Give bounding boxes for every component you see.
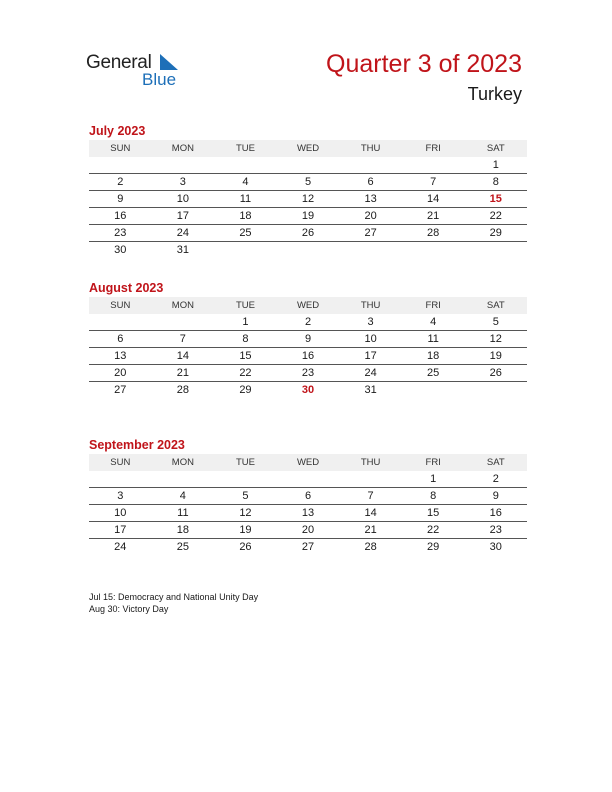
weekday-label: WED [296, 457, 320, 468]
day-cell: 17 [364, 350, 377, 362]
day-cell: 5 [304, 176, 312, 188]
day-cell: 14 [364, 507, 377, 519]
week-row [89, 522, 527, 539]
week-row [89, 505, 527, 522]
day-cell: 18 [427, 350, 440, 362]
weekday-label: SUN [110, 143, 131, 154]
day-cell: 18 [176, 524, 189, 536]
day-cell: 4 [430, 316, 437, 328]
day-cell: 12 [239, 507, 252, 519]
empty-day-cell [89, 157, 152, 173]
day-cell: 20 [114, 367, 127, 379]
day-cell: 12 [301, 193, 315, 205]
weekday-label: TUE [235, 457, 255, 468]
day-cell: 22 [239, 367, 252, 379]
day-cell: 4 [242, 176, 249, 188]
week-row [89, 191, 527, 208]
month-september [89, 437, 527, 556]
day-cell: 27 [301, 541, 315, 553]
day-cell: 30 [114, 244, 127, 256]
day-cell: 2 [304, 316, 312, 328]
day-cell: 10 [364, 333, 377, 345]
day-cell: 2 [492, 473, 499, 485]
day-cell: 29 [427, 541, 440, 553]
weekday-label: SAT [486, 143, 505, 154]
day-cell: 21 [176, 367, 189, 379]
empty-day-cell [339, 157, 402, 173]
brand-logo [86, 52, 186, 92]
day-cell: 22 [427, 524, 440, 536]
day-cell: 3 [117, 490, 124, 502]
day-cell: 6 [367, 176, 374, 188]
day-cell: 16 [114, 210, 127, 222]
day-cell: 6 [117, 333, 124, 345]
day-cell: 1 [430, 473, 437, 485]
day-cell: 23 [114, 227, 127, 239]
empty-day-cell [89, 314, 152, 330]
day-cell: 7 [367, 490, 374, 502]
week-row [89, 348, 527, 365]
weekday-label: THU [360, 143, 381, 154]
weekday-label: SUN [110, 300, 131, 311]
day-cell: 18 [239, 210, 252, 222]
day-cell: 19 [239, 524, 252, 536]
day-cell: 25 [176, 541, 189, 553]
day-cell: 26 [239, 541, 252, 553]
day-cell: 19 [489, 350, 502, 362]
weekday-label: MON [171, 300, 194, 311]
empty-day-cell [277, 157, 340, 173]
day-cell: 21 [427, 210, 440, 222]
day-cell: 24 [176, 227, 189, 239]
empty-day-cell [464, 242, 527, 259]
day-cell: 8 [242, 333, 249, 345]
day-cell: 4 [179, 490, 186, 502]
holiday-note: Aug 30: Victory Day [89, 604, 169, 614]
week-row [89, 225, 527, 242]
day-cell: 5 [492, 316, 499, 328]
weekday-label: MON [171, 143, 194, 154]
weeks [89, 157, 527, 259]
day-cell: 1 [242, 316, 249, 328]
weekday-label: SAT [486, 457, 505, 468]
week-row [89, 331, 527, 348]
weekday-label: SAT [486, 300, 505, 311]
day-cell: 23 [489, 524, 502, 536]
day-cell: 6 [304, 490, 312, 502]
day-cell: 22 [489, 210, 502, 222]
week-row [89, 539, 527, 556]
day-cell: 15 [239, 350, 252, 362]
holiday-note: Jul 15: Democracy and National Unity Day [89, 592, 259, 602]
weekday-header [89, 297, 527, 314]
logo-blue-text: Blue [142, 70, 177, 89]
empty-day-cell [214, 157, 277, 173]
quarter-title: Quarter 3 of 2023 [326, 50, 522, 78]
day-cell: 13 [114, 350, 127, 362]
month-august [89, 280, 527, 399]
empty-day-cell [214, 471, 277, 487]
day-cell: 26 [301, 227, 315, 239]
weekday-label: FRI [425, 457, 441, 468]
month-july [89, 123, 527, 259]
day-cell: 17 [114, 524, 127, 536]
month-title: September 2023 [89, 438, 185, 452]
day-cell: 7 [179, 333, 186, 345]
empty-day-cell [214, 242, 277, 259]
weekday-label: THU [360, 457, 381, 468]
day-cell: 28 [176, 384, 189, 396]
week-row [89, 174, 527, 191]
weekday-header [89, 454, 527, 471]
day-cell: 16 [489, 507, 502, 519]
day-cell: 31 [364, 384, 377, 396]
day-cell: 17 [176, 210, 189, 222]
day-cell: 12 [489, 333, 502, 345]
day-cell: 24 [114, 541, 127, 553]
day-cell: 7 [430, 176, 437, 188]
empty-day-cell [89, 471, 152, 487]
month-title: July 2023 [89, 124, 146, 138]
empty-day-cell [402, 242, 465, 259]
week-row [89, 365, 527, 382]
day-cell: 15 [427, 507, 440, 519]
day-cell: 11 [427, 333, 439, 345]
day-cell: 14 [176, 350, 189, 362]
day-cell: 11 [177, 507, 189, 519]
empty-day-cell [152, 157, 215, 173]
day-cell: 28 [364, 541, 377, 553]
day-cell: 23 [301, 367, 315, 379]
day-cell: 21 [364, 524, 377, 536]
day-cell: 1 [492, 159, 499, 171]
week-row [89, 314, 527, 331]
day-cell: 28 [427, 227, 440, 239]
day-cell: 24 [364, 367, 377, 379]
empty-day-cell [277, 242, 340, 259]
empty-day-cell [277, 471, 340, 487]
weekday-label: TUE [235, 143, 255, 154]
country-name: Turkey [467, 84, 522, 104]
day-cell: 29 [489, 227, 502, 239]
empty-day-cell [152, 314, 215, 330]
day-cell: 3 [367, 316, 374, 328]
weekday-label: TUE [235, 300, 255, 311]
weekday-label: THU [360, 300, 381, 311]
day-cell: 9 [304, 333, 312, 345]
holiday-day-cell: 30 [301, 384, 315, 396]
logo-general-text: General [86, 52, 152, 73]
day-cell: 11 [239, 193, 252, 205]
day-cell: 13 [301, 507, 315, 519]
week-row [89, 382, 527, 399]
day-cell: 3 [179, 176, 186, 188]
empty-day-cell [339, 242, 402, 259]
weekday-label: FRI [425, 300, 441, 311]
day-cell: 30 [489, 541, 502, 553]
weeks [89, 314, 527, 399]
weekday-label: FRI [425, 143, 441, 154]
day-cell: 10 [114, 507, 127, 519]
day-cell: 16 [301, 350, 315, 362]
day-cell: 14 [427, 193, 440, 205]
day-cell: 8 [430, 490, 437, 502]
empty-day-cell [464, 382, 527, 399]
empty-day-cell [339, 471, 402, 487]
day-cell: 9 [492, 490, 499, 502]
day-cell: 9 [117, 193, 124, 205]
weekday-header [89, 140, 527, 157]
logo-triangle-icon [160, 54, 178, 70]
day-cell: 2 [117, 176, 124, 188]
week-row [89, 242, 527, 259]
day-cell: 5 [242, 490, 249, 502]
weekday-label: WED [296, 300, 320, 311]
day-cell: 20 [364, 210, 377, 222]
day-cell: 27 [364, 227, 377, 239]
day-cell: 20 [301, 524, 315, 536]
weekday-label: MON [171, 457, 194, 468]
week-row [89, 208, 527, 225]
week-row [89, 471, 527, 488]
day-cell: 27 [114, 384, 127, 396]
day-cell: 31 [176, 244, 189, 256]
empty-day-cell [402, 382, 465, 399]
week-row [89, 488, 527, 505]
day-cell: 25 [239, 227, 252, 239]
day-cell: 29 [239, 384, 252, 396]
holiday-notes [89, 591, 258, 615]
empty-day-cell [152, 471, 215, 487]
day-cell: 25 [427, 367, 440, 379]
day-cell: 10 [176, 193, 189, 205]
weekday-label: SUN [110, 457, 131, 468]
empty-day-cell [402, 157, 465, 173]
week-row [89, 157, 527, 174]
day-cell: 19 [301, 210, 315, 222]
month-title: August 2023 [89, 281, 164, 295]
weekday-label: WED [296, 143, 320, 154]
day-cell: 13 [364, 193, 377, 205]
holiday-day-cell: 15 [489, 193, 502, 205]
weeks [89, 471, 527, 556]
day-cell: 8 [492, 176, 499, 188]
day-cell: 26 [489, 367, 502, 379]
